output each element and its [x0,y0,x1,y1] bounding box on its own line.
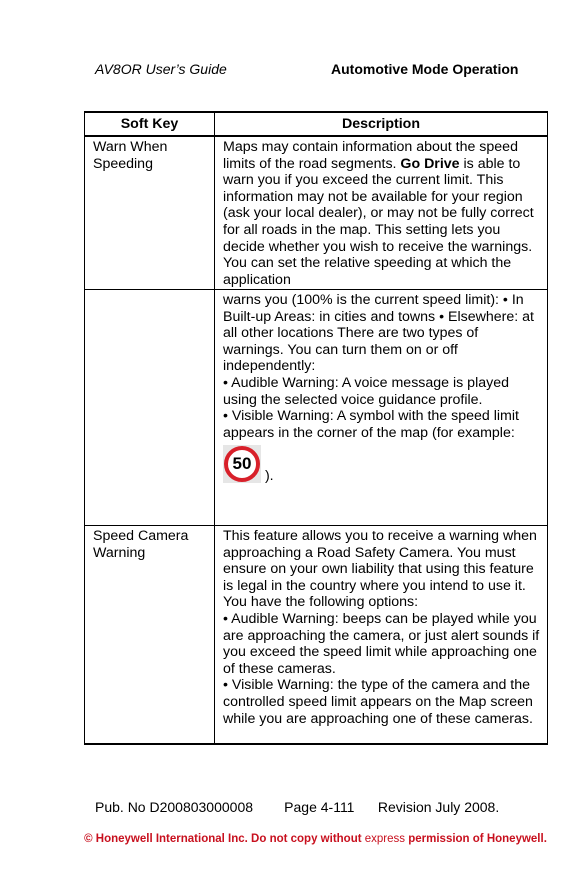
soft-key-speed-camera-warning: Speed Camera Warning [93,528,189,561]
footer-publication-info [95,799,555,816]
column-header-soft-key: Soft Key [85,112,215,136]
soft-key-empty [85,290,214,292]
table-header-row [85,112,548,136]
header-section-title: Automotive Mode Operation [331,61,519,77]
description-paragraph: This feature allows you to receive a warning when approaching a Road Safety Camera. You must ensure on your own liability that using this feature is legal in the country where you intend to use it. You have the following options: [223,528,537,611]
description-paragraph: warns you (100% is the current speed limit): • In Built-up Areas: in cities and towns • Elsewhere: at all other locations There are two types of warnings. You can turn them on or off independently: [223,292,534,375]
description-cell [215,526,548,745]
description-paragraph: • Audible Warning: A voice message is played using the selected voice guidance profile. [223,374,509,408]
column-header-description: Description [215,112,548,136]
header-guide-title: AV8OR User’s Guide [95,61,227,77]
copyright-notice [84,832,547,846]
go-drive-bold: Go Drive [400,155,460,172]
description-text [215,290,547,485]
soft-key-cell [85,290,215,526]
table-row [85,136,548,290]
speed-limit-sign-icon [223,445,261,483]
soft-key-table [84,111,548,745]
footer-page-number: Page 4-111 [284,799,355,815]
copyright-part: © Honeywell International Inc. Do not copy without [84,833,365,845]
description-cell [215,290,548,526]
description-text-part: Maps may contain information about the speed limits of the road segments. [223,139,518,172]
footer-pub-number: Pub. No D200803000008 [95,799,254,815]
description-cell [215,136,548,290]
soft-key-cell [85,526,215,745]
footer-revision: Revision July 2008. [377,799,500,815]
soft-key-cell [85,136,215,290]
description-paragraph: • Audible Warning: beeps can be played while you are approaching the camera, or just alert sounds if you exceed the speed limit while approaching one of these cameras. [223,610,540,677]
copyright-part: permission of Honeywell. [405,833,547,845]
speed-limit-example [223,441,541,484]
description-text [215,526,547,727]
description-text-part: is able to warn you if you exceed the current limit. This information may not be available for your region (ask your local dealer), or may not be fully correct for all roads in the map. This setting lets you decide whether you wish to receive the warnings. You can set the relative speeding at which the application [223,155,534,288]
table-row [85,526,548,745]
example-close-paren: ). [264,468,274,485]
description-paragraph: • Visible Warning: the type of the camera and the controlled speed limit appears on the Map screen while you are approaching one of these cameras. [223,677,533,727]
table-row [85,290,548,526]
speed-limit-value: 50 [224,446,260,482]
description-text [215,137,547,288]
soft-key-warn-when-speeding: Warn When Speeding [93,139,168,172]
description-paragraph: • Visible Warning: A symbol with the speed limit appears in the corner of the map (for example: [223,408,519,441]
copyright-part: express [364,833,406,845]
